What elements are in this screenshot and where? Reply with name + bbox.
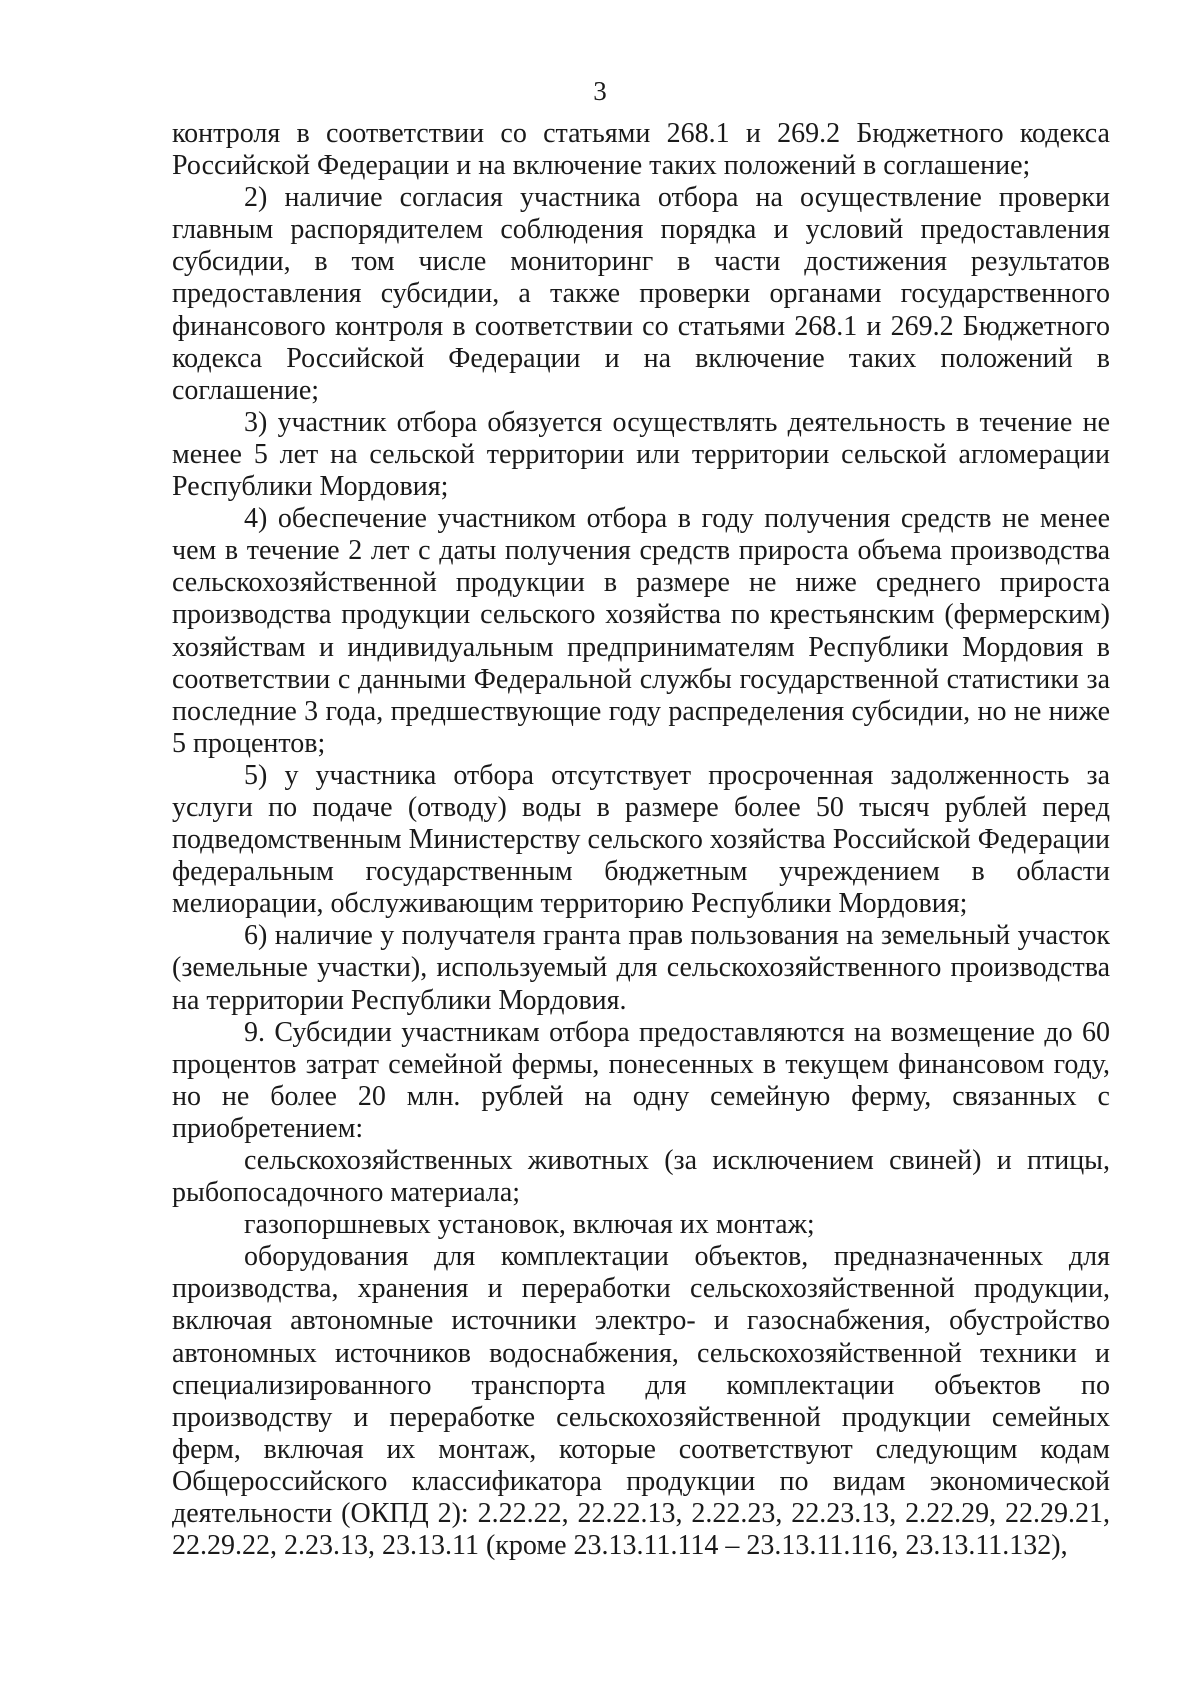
list-item-gas-units: газопоршневых установок, включая их монтаж;: [244, 1209, 815, 1241]
page-number: 3: [593, 76, 607, 106]
paragraph-item-5: 5) у участника отбора отсутствует просроченная задолженность за услуги по подаче (отводу) воды в размере более 50 тысяч рублей перед подведомственным Министерству сельского хозяйства Российской Федерации федеральным государственным бюджетным учреждением в области мелиорации, обслуживающим территорию Республики Мордовия;: [172, 759, 1110, 920]
paragraph-item-6: 6) наличие у получателя гранта прав пользования на земельный участок (земельные участки), используемый для сельскохозяйственного производства на территории Республики Мордовия.: [172, 920, 1110, 1016]
paragraph-item-3: 3) участник отбора обязуется осуществлять деятельность в течение не менее 5 лет на сельской территории или территории сельской агломерации Республики Мордовия;: [172, 406, 1110, 503]
paragraph-section-9: 9. Субсидии участникам отбора предоставляются на возмещение до 60 процентов затрат семейной фермы, понесенных в текущем финансовом году, но не более 20 млн. рублей на одну семейную ферму, связанных с приобретением:: [172, 1016, 1110, 1144]
list-item-animals: сельскохозяйственных животных (за исключением свиней) и птицы, рыбопосадочного материала;: [172, 1145, 1110, 1209]
document-body: [172, 118, 1110, 1562]
list-item-equipment: оборудования для комплектации объектов, предназначенных для производства, хранения и переработки сельскохозяйственной продукции, включая автономные источники электро- и газоснабжения, обустройство автономных источников водоснабжения, сельскохозяйственной техники и специализированного транспорта для комплектации объектов по производству и переработке сельскохозяйственной продукции семейных ферм, включая их монтаж, которые соответствуют следующим кодам Общероссийского классификатора продукции по видам экономической деятельности (ОКПД 2): 2.22.22, 22.22.13, 2.22.23, 22.23.13, 2.22.29, 22.29.21, 22.29.22, 2.23.13, 23.13.11 (кроме 23.13.11.114 – 23.13.11.116, 23.13.11.132),: [172, 1241, 1110, 1562]
paragraph-item-2: 2) наличие согласия участника отбора на осуществление проверки главным распорядителем соблюдения порядка и условий предоставления субсидии, в том числе мониторинг в части достижения результатов предоставления субсидии, а также проверки органами государственного финансового контроля в соответствии со статьями 268.1 и 269.2 Бюджетного кодекса Российской Федерации и на включение таких положений в соглашение;: [172, 182, 1110, 406]
paragraph-continuation: контроля в соответствии со статьями 268.1 и 269.2 Бюджетного кодекса Российской Федерации и на включение таких положений в соглашение;: [172, 118, 1110, 182]
paragraph-item-4: 4) обеспечение участником отбора в году получения средств не менее чем в течение 2 лет с даты получения средств прироста объема производства сельскохозяйственной продукции в размере не ниже среднего прироста производства продукции сельского хозяйства по крестьянским (фермерским) хозяйствам и индивидуальным предпринимателям Республики Мордовия в соответствии с данными Федеральной службы государственной статистики за последние 3 года, предшествующие году распределения субсидии, но не ниже 5 процентов;: [172, 503, 1110, 759]
